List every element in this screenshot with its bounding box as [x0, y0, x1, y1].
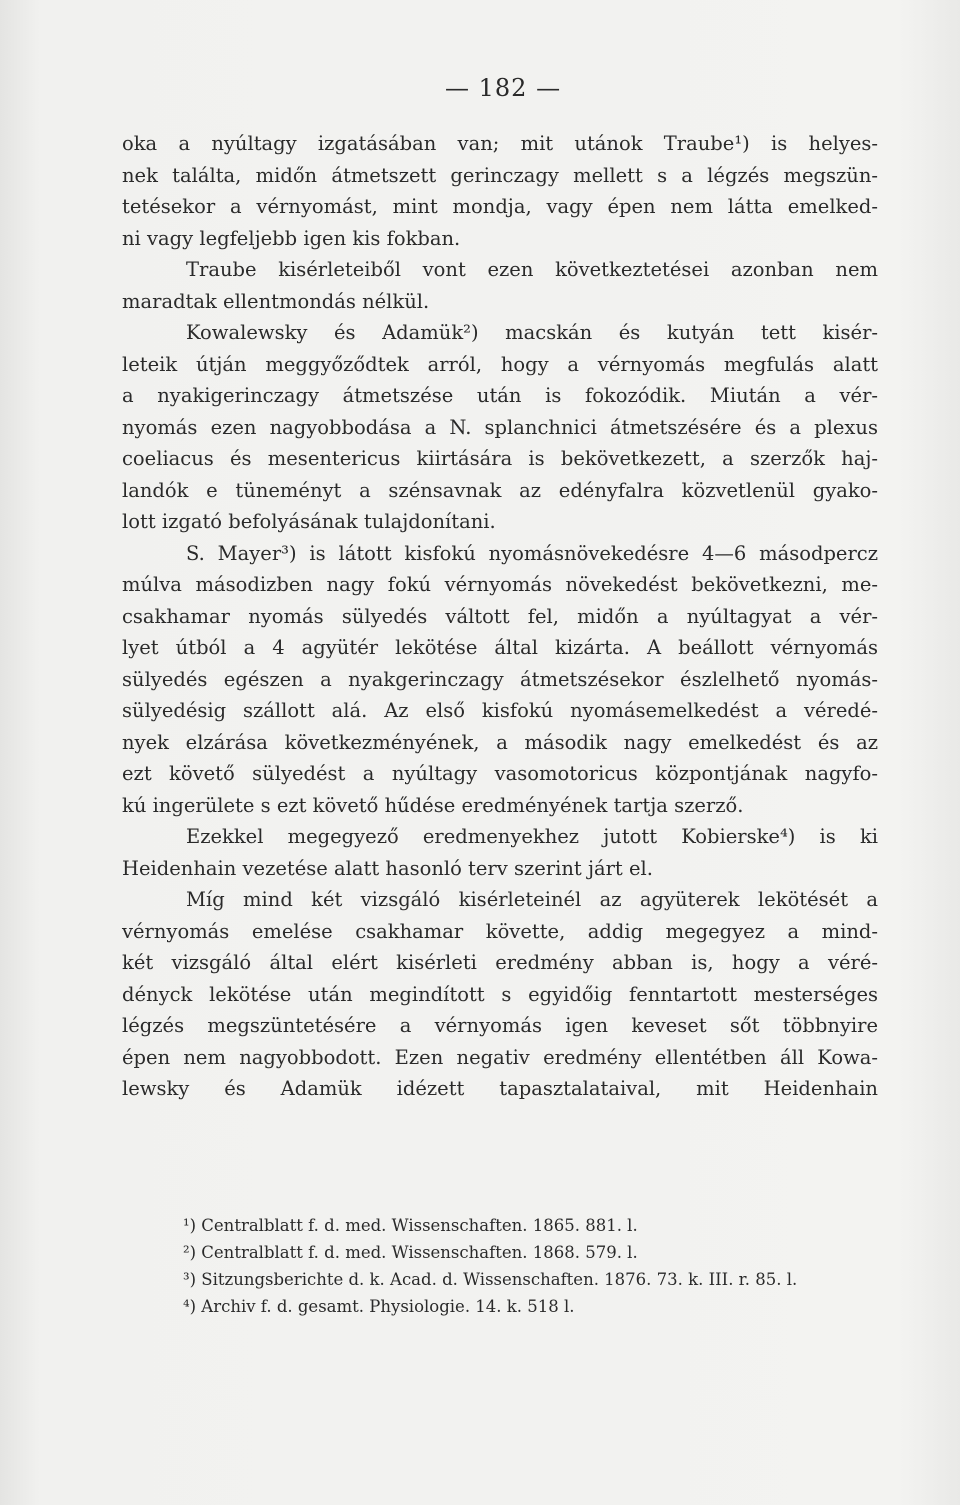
text-line: épen nem nagyobbodott. Ezen negativ eredmény ellentétben áll Kowa- — [122, 1045, 878, 1069]
text-line: múlva másodizben nagy fokú vérnyomás növekedést bekövetkezni, me- — [122, 573, 878, 596]
text-line: maradtak ellentmondás nélkül. — [122, 289, 430, 313]
text-line: nyomás ezen nagyobbodása a N. splanchnici átmetszésére és a plexus — [122, 415, 878, 439]
footnote: ⁴) Archiv f. d. gesamt. Physiologie. 14. k. 518 l. — [183, 1297, 575, 1316]
text-line: Kowalewsky és Adamük²) macskán és kutyán tett kisér- — [186, 321, 878, 344]
text-line: Míg mind két vizsgáló kisérleteinél az agyüterek lekötését a — [186, 888, 878, 911]
text-line: Heidenhain vezetése alatt hasonló terv szerint járt el. — [122, 856, 653, 880]
text-line: légzés megszüntetésére a vérnyomás igen keveset sőt többnyire — [122, 1014, 878, 1037]
text-line: landók e tüneményt a szénsavnak az edényfalra közvetlenül gyako- — [122, 478, 878, 502]
page-number: — 182 — — [445, 74, 562, 102]
footnotes — [183, 1212, 883, 1320]
text-line: ezt követő sülyedést a nyúltagy vasomotoricus központjának nagyfo- — [122, 762, 878, 785]
text-line: csakhamar nyomás sülyedés váltott fel, midőn a nyúltagyat a vér- — [122, 604, 878, 628]
body-text — [122, 128, 878, 1105]
text-line: leteik útján meggyőződtek arról, hogy a vérnyomás megfulás alatt — [122, 352, 878, 376]
text-line: sülyedésig szállott alá. Az első kisfokú nyomásemelkedést a véredé- — [122, 699, 878, 722]
text-line: kú ingerülete s ezt követő hűdése eredményének tartja szerző. — [122, 793, 744, 817]
footnote: ¹) Centralblatt f. d. med. Wissenschaften. 1865. 881. l. — [183, 1216, 638, 1235]
text-line: ni vagy legfeljebb igen kis fokban. — [122, 226, 461, 250]
text-line: nek találta, midőn átmetszett gerinczagy mellett s a légzés megszün- — [122, 163, 878, 187]
text-line: nyek elzárása következményének, a második nagy emelkedést és az — [122, 730, 878, 754]
text-line: sülyedés egészen a nyakgerinczagy átmetszésekor észlelhető nyomás- — [122, 667, 878, 691]
text-line: Ezekkel megegyező eredmenyekhez jutott Kobierske⁴) is ki — [186, 825, 878, 848]
text-line: két vizsgáló által elért kisérleti eredmény abban is, hogy a véré- — [122, 951, 878, 974]
text-line: lewsky és Adamük idézett tapasztalataival, mit Heidenhain — [122, 1077, 878, 1100]
text-line: Traube kisérleteiből vont ezen következtetései azonban nem — [186, 258, 878, 281]
text-line: vérnyomás emelése csakhamar követte, addig megegyez a mind- — [122, 919, 878, 943]
text-line: lyet útból a 4 agyütér lekötése által kizárta. A beállott vérnyomás — [122, 636, 878, 659]
text-line: dényck lekötése után megindított s egyidőig fenntartott mesterséges — [122, 982, 878, 1006]
text-line: lott izgató befolyásának tulajdonítani. — [122, 510, 496, 533]
text-line: coeliacus és mesentericus kiirtására is bekövetkezett, a szerzők haj- — [122, 447, 878, 470]
text-line: a nyakigerinczagy átmetszése után is fokozódik. Miután a vér- — [122, 384, 878, 407]
text-line: S. Mayer³) is látott kisfokú nyomásnövekedésre 4—6 másodpercz — [186, 541, 878, 565]
text-line: oka a nyúltagy izgatásában van; mit utánok Traube¹) is helyes- — [122, 132, 878, 155]
text-line: tetésekor a vérnyomást, mint mondja, vagy épen nem látta emelked- — [122, 195, 878, 218]
footnote: ²) Centralblatt f. d. med. Wissenschaften. 1868. 579. l. — [183, 1243, 638, 1262]
footnote: ³) Sitzungsberichte d. k. Acad. d. Wissenschaften. 1876. 73. k. III. r. 85. l. — [183, 1270, 798, 1289]
